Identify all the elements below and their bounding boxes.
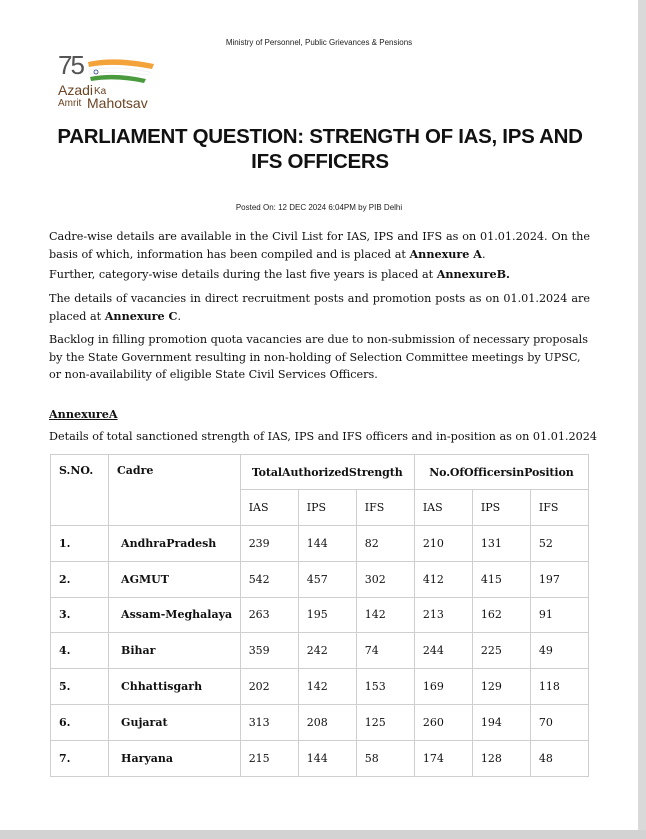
logo-amrit-text: Amrit bbox=[58, 98, 82, 109]
cell-value: 215 bbox=[240, 740, 298, 776]
cell-cadre: Gujarat bbox=[109, 704, 241, 740]
cell-value: 208 bbox=[298, 704, 356, 740]
annexure-description: Details of total sanctioned strength of IAS, IPS and IFS officers and in-position as on 01.01.2024 bbox=[49, 430, 597, 443]
strength-table bbox=[50, 454, 589, 777]
cell-value: 197 bbox=[530, 561, 588, 597]
cell-value: 302 bbox=[356, 561, 414, 597]
sub-header-ips: IPS bbox=[298, 490, 356, 526]
cell-value: 457 bbox=[298, 561, 356, 597]
col-header-sno: S.NO. bbox=[51, 455, 109, 526]
cell-value: 70 bbox=[530, 704, 588, 740]
logo-mahotsav-text: Mahotsav bbox=[87, 95, 148, 111]
cell-value: 239 bbox=[240, 526, 298, 562]
group-header-in-position: No.OfOfficersinPosition bbox=[414, 455, 588, 490]
cell-sno: 5. bbox=[51, 669, 109, 705]
sub-header-ias: IAS bbox=[240, 490, 298, 526]
paragraph-category: Further, category-wise details during the last five years is placed at AnnexureB. bbox=[49, 267, 510, 281]
cell-value: 210 bbox=[414, 526, 472, 562]
cell-value: 128 bbox=[472, 740, 530, 776]
cell-value: 195 bbox=[298, 597, 356, 633]
cell-value: 242 bbox=[298, 633, 356, 669]
paragraph-backlog: Backlog in filling promotion quota vacancies are due to non-submission of necessary proposals by the State Government resulting in non-holding of Selection Committee meetings by UPSC, or non-availability of eligible State Civil Services Officers. bbox=[49, 333, 588, 381]
posted-on: Posted On: 12 DEC 2024 6:04PM by PIB Delhi bbox=[235, 203, 403, 212]
table-row bbox=[51, 561, 589, 597]
table-row bbox=[51, 633, 589, 669]
sub-header-ias: IAS bbox=[414, 490, 472, 526]
cell-cadre: Assam-Meghalaya bbox=[109, 597, 241, 633]
cell-sno: 2. bbox=[51, 561, 109, 597]
cell-value: 263 bbox=[240, 597, 298, 633]
cell-value: 125 bbox=[356, 704, 414, 740]
cell-value: 118 bbox=[530, 669, 588, 705]
sub-header-ifs: IFS bbox=[530, 490, 588, 526]
cell-value: 131 bbox=[472, 526, 530, 562]
cell-value: 144 bbox=[298, 526, 356, 562]
page-edge-bottom bbox=[0, 830, 646, 839]
annexure-b-ref: AnnexureB. bbox=[436, 267, 510, 281]
cell-value: 542 bbox=[240, 561, 298, 597]
ministry-name: Ministry of Personnel, Public Grievances & Pensions bbox=[225, 38, 413, 47]
cell-value: 91 bbox=[530, 597, 588, 633]
col-header-cadre: Cadre bbox=[109, 455, 241, 526]
cell-value: 412 bbox=[414, 561, 472, 597]
cell-value: 260 bbox=[414, 704, 472, 740]
cell-value: 129 bbox=[472, 669, 530, 705]
table-row bbox=[51, 669, 589, 705]
cell-cadre: Chhattisgarh bbox=[109, 669, 241, 705]
cell-value: 52 bbox=[530, 526, 588, 562]
cell-value: 48 bbox=[530, 740, 588, 776]
cell-value: 194 bbox=[472, 704, 530, 740]
cell-value: 213 bbox=[414, 597, 472, 633]
cell-sno: 7. bbox=[51, 740, 109, 776]
logo-ka-text: Ka bbox=[94, 86, 107, 97]
cell-value: 313 bbox=[240, 704, 298, 740]
cell-value: 174 bbox=[414, 740, 472, 776]
cell-value: 225 bbox=[472, 633, 530, 669]
page-edge-right bbox=[638, 0, 646, 839]
cell-sno: 6. bbox=[51, 704, 109, 740]
sub-header-ifs: IFS bbox=[356, 490, 414, 526]
cell-value: 142 bbox=[356, 597, 414, 633]
table-row bbox=[51, 704, 589, 740]
cell-value: 49 bbox=[530, 633, 588, 669]
cell-value: 169 bbox=[414, 669, 472, 705]
logo-75-text: 75 bbox=[58, 50, 83, 80]
cell-sno: 4. bbox=[51, 633, 109, 669]
cell-value: 162 bbox=[472, 597, 530, 633]
cell-value: 144 bbox=[298, 740, 356, 776]
cell-sno: 1. bbox=[51, 526, 109, 562]
annexure-a-ref: Annexure A bbox=[409, 246, 482, 261]
azadi-ka-amrit-mahotsav-logo bbox=[54, 50, 164, 112]
cell-value: 202 bbox=[240, 669, 298, 705]
cell-value: 153 bbox=[356, 669, 414, 705]
cell-value: 244 bbox=[414, 633, 472, 669]
cell-value: 74 bbox=[356, 633, 414, 669]
tricolor-flag-icon bbox=[86, 58, 156, 84]
cell-value: 142 bbox=[298, 669, 356, 705]
page-title: PARLIAMENT QUESTION: STRENGTH OF IAS, IPS AND IFS OFFICERS bbox=[57, 125, 583, 173]
cell-cadre: Bihar bbox=[109, 633, 241, 669]
cell-cadre: AndhraPradesh bbox=[109, 526, 241, 562]
paragraph-vacancies: The details of vacancies in direct recruitment posts and promotion posts as on 01.01.2024 are placed at Annexure C. bbox=[49, 292, 590, 323]
paragraph-civil-list: Cadre-wise details are available in the Civil List for IAS, IPS and IFS as on 01.01.2024. On the basis of which, information has been compiled and is placed at Annexure A. bbox=[49, 230, 590, 261]
annexure-c-ref: Annexure C bbox=[104, 308, 178, 323]
cell-cadre: Haryana bbox=[109, 740, 241, 776]
table-row bbox=[51, 526, 589, 562]
annexure-heading: AnnexureA bbox=[49, 407, 118, 421]
cell-value: 359 bbox=[240, 633, 298, 669]
cell-cadre: AGMUT bbox=[109, 561, 241, 597]
table-row bbox=[51, 597, 589, 633]
cell-value: 415 bbox=[472, 561, 530, 597]
cell-value: 58 bbox=[356, 740, 414, 776]
cell-sno: 3. bbox=[51, 597, 109, 633]
table-row bbox=[51, 740, 589, 776]
cell-value: 82 bbox=[356, 526, 414, 562]
logo-azadi-text: Azadi bbox=[58, 82, 94, 98]
group-header-authorized: TotalAuthorizedStrength bbox=[240, 455, 414, 490]
sub-header-ips: IPS bbox=[472, 490, 530, 526]
